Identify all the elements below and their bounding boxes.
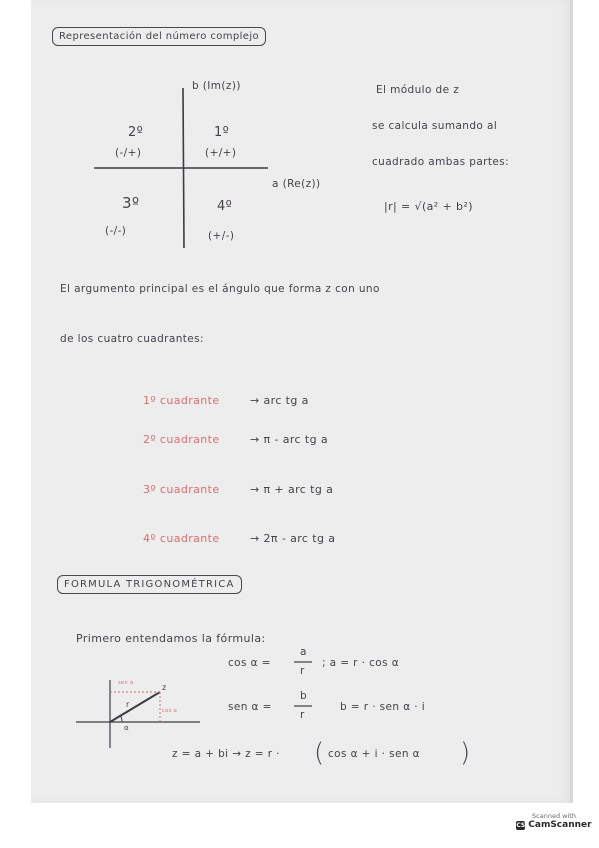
quadrant-rule-1-formula: → arc tg a — [250, 394, 309, 407]
final-formula-paren-close: ) — [460, 738, 471, 768]
cos-formula-numerator: a — [300, 646, 307, 658]
vector-r-label: r — [126, 700, 130, 709]
modulus-note-line-2: se calcula sumando al — [372, 120, 498, 132]
cos-formula-denominator: r — [300, 665, 305, 677]
vector-cos-label: cos α — [162, 708, 178, 714]
trig-intro: Primero entendamos la fórmula: — [76, 632, 266, 645]
quadrant-rule-4-label: 4º cuadrante — [143, 532, 220, 545]
final-formula-paren-content: cos α + i · sen α — [328, 748, 420, 760]
argument-text-line-1: El argumento principal es el ángulo que forma z con uno — [60, 283, 380, 295]
quadrant-rule-3-formula: → π + arc tg a — [250, 483, 334, 496]
vector-z-label: z — [162, 683, 167, 692]
sen-formula-rhs: b = r · sen α · i — [340, 701, 426, 713]
quadrant-3-label: 3º — [122, 194, 140, 212]
modulus-note-line-3: cuadrado ambas partes: — [372, 156, 510, 168]
quadrant-2-signs: (-/+) — [115, 147, 142, 159]
sen-formula-denominator: r — [300, 709, 305, 721]
final-formula-paren-open: ( — [314, 738, 325, 768]
final-formula-lhs: z = a + bi → z = r · — [172, 748, 280, 760]
watermark-brand-text: CamScanner — [528, 820, 592, 830]
x-axis-label: a (Re(z)) — [272, 178, 321, 190]
section-title-representation: Representación del número complejo — [52, 27, 266, 46]
quadrant-4-label: 4º — [217, 199, 233, 214]
y-axis-label: b (Im(z)) — [192, 80, 241, 92]
quadrant-rule-1-label: 1º cuadrante — [143, 394, 220, 407]
quadrant-1-label: 1º — [214, 125, 230, 140]
quadrant-4-signs: (+/-) — [208, 230, 235, 242]
quadrant-rule-2-label: 2º cuadrante — [143, 433, 220, 446]
cos-formula-lhs: cos α = — [228, 657, 271, 669]
camscanner-logo-icon: CS — [516, 821, 526, 829]
vector-angle-label: α — [124, 724, 130, 732]
quadrant-2-label: 2º — [128, 125, 144, 140]
quadrant-rule-4-formula: → 2π - arc tg a — [250, 532, 336, 545]
quadrant-1-signs: (+/+) — [205, 147, 237, 159]
sen-formula-numerator: b — [300, 690, 308, 702]
modulus-note-line-1: El módulo de z — [376, 84, 460, 96]
quadrant-rule-3-label: 3º cuadrante — [143, 483, 220, 496]
camscanner-watermark — [517, 812, 591, 830]
quadrant-rule-2-formula: → π - arc tg a — [250, 433, 328, 446]
watermark-brand — [517, 820, 591, 830]
quadrant-3-signs: (-/-) — [105, 225, 127, 237]
cos-formula-rhs: ; a = r · cos α — [322, 657, 400, 669]
argument-text-line-2: de los cuatro cuadrantes: — [60, 333, 204, 345]
watermark-caption: Scanned with — [532, 812, 576, 820]
section-title-trigonometric: FORMULA TRIGONOMÉTRICA — [57, 575, 242, 594]
vector-sin-label: sen α — [118, 680, 134, 686]
modulus-formula: |r| = √(a² + b²) — [384, 200, 473, 213]
sen-formula-lhs: sen α = — [228, 701, 272, 713]
